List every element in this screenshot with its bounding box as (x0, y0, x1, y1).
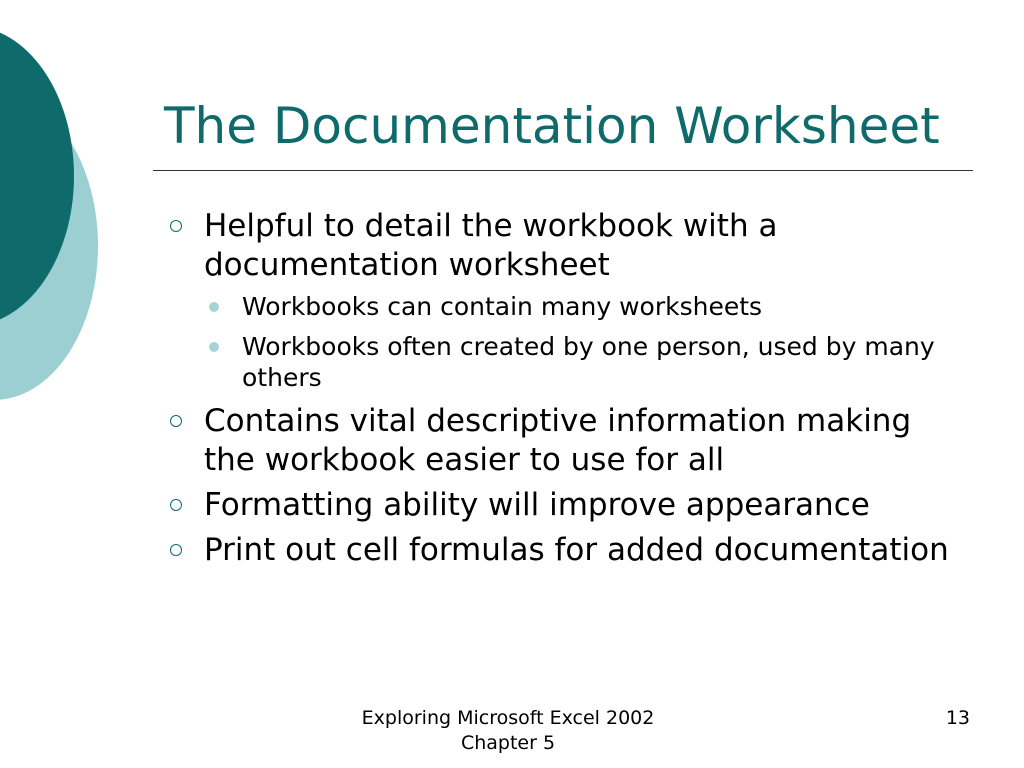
hollow-circle-bullet-icon (170, 499, 182, 511)
bullet-item (164, 486, 964, 525)
filled-dot-bullet-icon (209, 342, 219, 352)
slide-footer (308, 706, 708, 756)
sub-bullet-item (204, 331, 964, 393)
hollow-circle-bullet-icon (170, 415, 182, 427)
bullet-list (164, 207, 964, 576)
footer-line-title: Exploring Microsoft Excel 2002 (361, 707, 655, 729)
title-divider (153, 170, 973, 171)
sub-bullet-text: Workbooks often created by one person, used by many others (242, 332, 935, 392)
hollow-circle-bullet-icon (170, 220, 182, 232)
slide-title: The Documentation Worksheet (164, 97, 940, 155)
bullet-item (164, 402, 964, 480)
sub-bullet-item (204, 291, 964, 322)
bullet-item (164, 531, 964, 570)
bullet-text: Contains vital descriptive information making the workbook easier to use for all (204, 403, 912, 478)
sub-bullet-text: Workbooks can contain many worksheets (242, 292, 763, 321)
sub-bullet-list (204, 291, 964, 393)
footer-line-chapter: Chapter 5 (460, 732, 556, 754)
page-number: 13 (945, 707, 970, 729)
hollow-circle-bullet-icon (170, 544, 182, 556)
bullet-text: Helpful to detail the workbook with a documentation worksheet (204, 208, 778, 283)
bullet-item (164, 207, 964, 393)
filled-dot-bullet-icon (209, 302, 219, 312)
bullet-text: Print out cell formulas for added documentation (204, 532, 949, 568)
bullet-text: Formatting ability will improve appearance (204, 487, 870, 523)
